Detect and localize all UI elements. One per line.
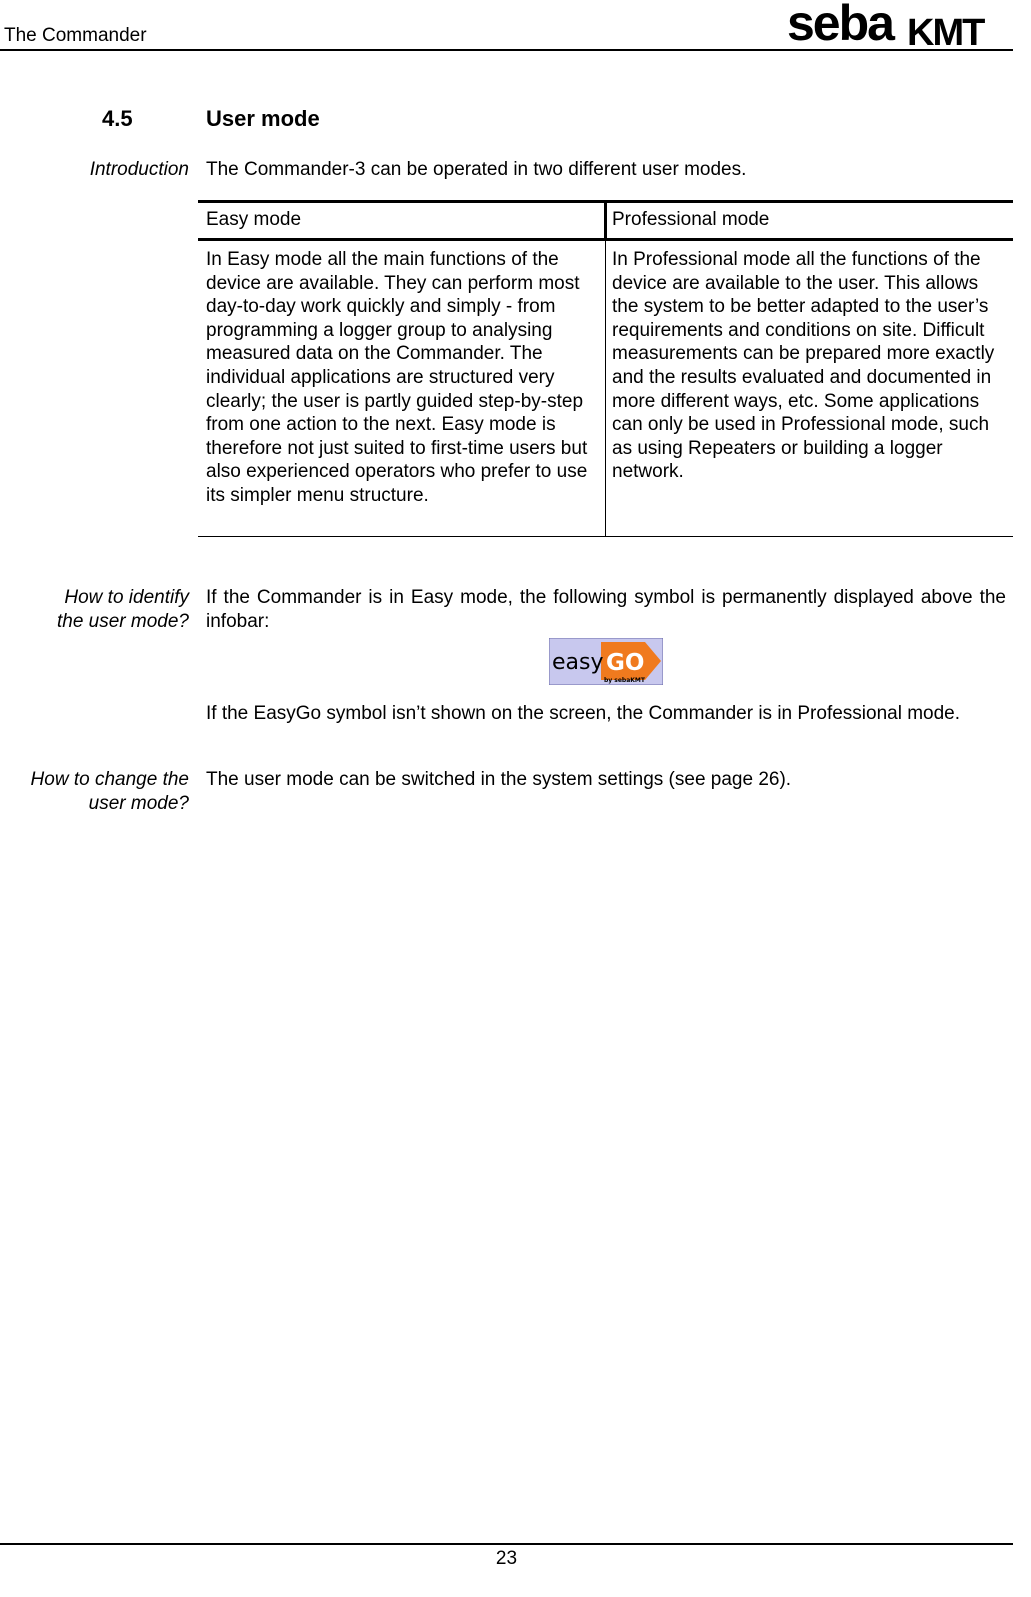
professional-mode-description: In Professional mode all the functions of the device are available to the user. This allows the system to be better adapted to the user’s requirements and conditions on site. Difficult measurements can be prepared more exactly and the results evaluated and documented in more different ways, etc. Some applications can only be used in Professional mode, such as using Repeaters or building a logger network. [612, 249, 995, 483]
introduction-label: Introduction [89, 159, 189, 180]
introduction-text: The Commander-3 can be operated in two different user modes. [206, 159, 747, 180]
header-title: The Commander [4, 25, 147, 46]
column-header-professional: Professional mode [612, 209, 770, 230]
identify-label-line1: How to identify [64, 587, 189, 608]
easygo-badge-icon [549, 638, 663, 685]
easy-mode-description: In Easy mode all the main functions of the device are available. They can perform most day-to-day work quickly and simply - from programming a logger group to analysing measured data on the Commander. The individual applications are structured very clearly; the user is partly guided step-by-step from one action to the next. Easy mode is therefore not just suited to first-time users but also experienced operators who prefer to use its simpler menu structure. [206, 249, 588, 506]
identify-text-2: If the EasyGo symbol isn’t shown on the screen, the Commander is in Professional mode. [206, 703, 961, 724]
identify-label-line2: the user mode? [56, 611, 189, 632]
logo-kmt-text: KMT [907, 12, 984, 48]
section-title: User mode [206, 106, 320, 131]
easygo-by-text: by sebaKMT [604, 677, 645, 684]
change-label-line2: user mode? [88, 793, 189, 814]
section-number: 4.5 [102, 106, 133, 131]
sebakmt-logo [787, 2, 1009, 48]
change-label [31, 768, 189, 816]
identify-text: If the Commander is in Easy mode, the following symbol is permanently displayed above the infobar: [206, 587, 1006, 632]
easygo-easy-text: easy [552, 650, 604, 675]
page-number: 23 [495, 1548, 518, 1569]
footer-rule [0, 1543, 1013, 1545]
column-header-easy: Easy mode [206, 209, 302, 230]
identify-label [57, 586, 189, 634]
easygo-go-text: GO [606, 650, 645, 676]
table-body-divider [605, 241, 606, 537]
header-rule [0, 49, 1013, 51]
table-header-divider [604, 200, 607, 241]
logo-seba-text: seba [787, 2, 893, 48]
change-label-line1: How to change the [30, 769, 189, 790]
change-text: The user mode can be switched in the system settings (see page 26). [206, 769, 792, 790]
